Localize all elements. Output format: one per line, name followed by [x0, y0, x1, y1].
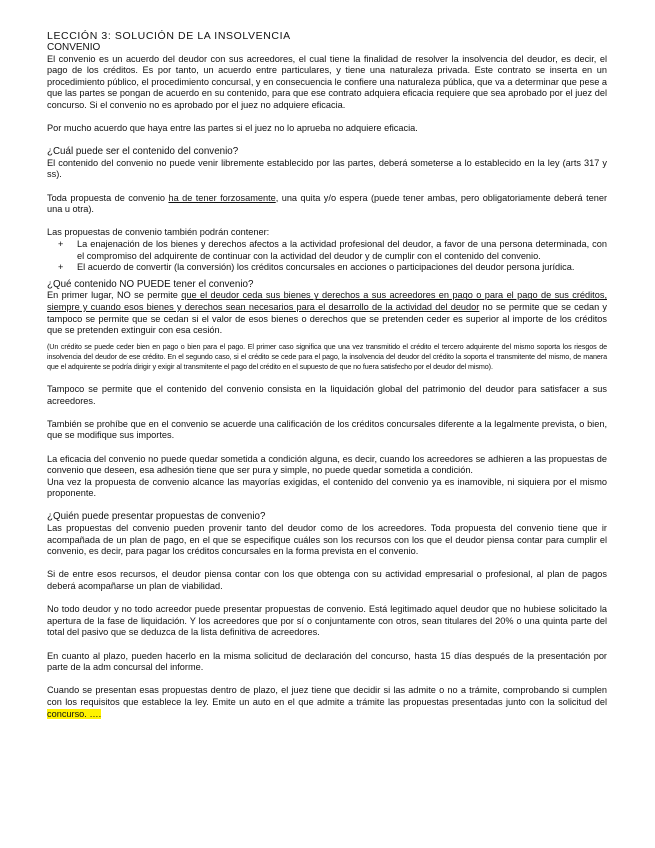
note-credit-cession: (Un crédito se puede ceder bien en pago o bien para el pago. El primer caso significa que una vez transmitido el crédito el tercero adquirente del mismo soporta los riesgos de insolvencia del deudor de ese crédito. En el segundo caso, si el crédito se cede para el pago, la insolvencia del deudor del crédito la soporta el transmitente del mismo, de manera que el adquirente se podría dirigir y exigir al transmitente el pago del crédito en el supuesto de que no fuera satisfecho por el deudor del mismo).: [47, 341, 607, 372]
paragraph-no-condition: La eficacia del convenio no puede quedar sometida a condición alguna, es decir, cuando los acreedores se adhieren a las propuestas de convenio que deseen, esa adhesión tiene que ser pura y simple, no puede quedar sometida a condición.: [47, 453, 607, 476]
highlighted-text: concurso. ….: [47, 708, 102, 719]
paragraph-payment-plan: Las propuestas del convenio pueden provenir tanto del deudor como de los acreedores. Toda propuesta del convenio tiene que ir acompañada de un plan de pago, en el que se especifique cuáles son los recursos con los que el deudor piensa contar para cumplir el convenio, es decir, para pagar los créditos concursales en la forma prevista en el convenio.: [47, 523, 607, 557]
question-heading-who: ¿Quién puede presentar propuestas de convenio?: [47, 511, 266, 523]
list-item: + El acuerdo de convertir (la conversión) los créditos concursales en acciones o participaciones del deudor persona jurídica.: [58, 262, 575, 273]
bullet-plus-icon: +: [58, 239, 64, 249]
paragraph-viability-plan: Si de entre esos recursos, el deudor piensa contar con los que obtenga con su actividad empresarial o profesional, al plan de pagos deberá acompañarse un plan de viabilidad.: [47, 569, 607, 592]
paragraph-legal-content: El contenido del convenio no puede venir libremente establecido por las partes, deberá someterse a lo establecido en la ley (arts 317 y ss).: [47, 157, 607, 180]
paragraph-no-global-liquidation: Tampoco se permite que el contenido del convenio consista en la liquidación global del patrimonio del deudor para satisfacer a sus acreedores.: [47, 383, 607, 406]
section-heading: CONVENIO: [47, 42, 101, 53]
paragraph-convenio-definition: El convenio es un acuerdo del deudor con sus acreedores, el cual tiene la finalidad de resolver la insolvencia del deudor, es decir, el pago de los créditos. Es por tanto, un acuerdo entre particulares, y tiene una naturaleza privada. Este contrato se inserta en un procedimiento público, el procedimiento concursal, y en consecuencia le confiere una naturaleza pública, que va a determinar que pese a que las partes se pongan de acuerdo en su contenido, para que ese contrato adquiera eficacia requiere que sea aprobado por el juez del concurso. Si el convenio no es aprobado por el juez no adquiere eficacia.: [47, 53, 607, 110]
paragraph-legitimation: No todo deudor y no todo acreedor puede presentar propuestas de convenio. Está legitimado aquel deudor que no hubiese solicitado la apertura de la fase de liquidación. Y los acreedores que por sí o conjuntamente con otros, sean titulares del 20% o una quinta parte del total del pasivo que se deduzca de la lista definitiva de acreedores.: [47, 604, 607, 638]
paragraph-admission: Cuando se presentan esas propuestas dentro de plazo, el juez tiene que decidir si las admite o no a trámite, comprobando si cumplen con los requisitos que establece la ley. Emite un auto en el que admite a trámite las propuestas presentadas junto con la solicitud del concurso. ….: [47, 685, 607, 719]
document-page: [47, 30, 607, 720]
underlined-phrase: ha de tener forzosamente: [168, 192, 276, 203]
list-item: + La enajenación de los bienes y derechos afectos a la actividad profesional del deudor, a favor de una persona determinada, con el compromiso del adquirente de continuar con la actividad del deudor y de cumplir con el contenido del convenio.: [58, 239, 607, 261]
lesson-title: LECCIÓN 3: SOLUCIÓN DE LA INSOLVENCIA: [47, 30, 291, 42]
paragraph-inamovible: Una vez la propuesta de convenio alcance las mayorías exigidas, el contenido del convenio ya es inamovible, ni siquiera por el mismo proponente.: [47, 476, 607, 499]
paragraph-no-reclassification: También se prohíbe que en el convenio se acuerde una calificación de los créditos concursales diferente a la legalmente prevista, o bien, que se modifique sus importes.: [47, 418, 607, 441]
paragraph-may-contain: Las propuestas de convenio también podrán contener:: [47, 227, 270, 238]
underlined-phrase: que el deudor ceda sus bienes y derechos a sus acreedores en pago o para el pago de sus créditos, siempre y cuando esos bienes y derechos sean necesarios para el desarrollo de la actividad del deudor: [47, 290, 607, 312]
paragraph-no-cession: En primer lugar, NO se permite que el deudor ceda sus bienes y derechos a sus acreedores en pago o para el pago de sus créditos, siempre y cuando esos bienes y derechos sean necesarios para el desarrollo de la actividad del deudor no se permite que se cedan y tampoco se permite que se cedan si el valor de esos bienes o derechos que se pretenden ceder es superior al importe de los créditos que se pretenden extinguir con esa cesión.: [47, 290, 607, 336]
content-list: [47, 239, 607, 274]
question-heading-content: ¿Cuál puede ser el contenido del convenio?: [47, 146, 239, 158]
question-heading-prohibited: ¿Qué contenido NO PUEDE tener el convenio?: [47, 278, 254, 290]
bullet-plus-icon: +: [58, 262, 64, 273]
paragraph-deadline: En cuanto al plazo, pueden hacerlo en la misma solicitud de declaración del concurso, hasta 15 días después de la presentación por parte de la adm concursal del informe.: [47, 650, 607, 673]
paragraph-quita-espera: Toda propuesta de convenio ha de tener forzosamente, una quita y/o espera (puede tener ambas, pero obligatoriamente deberá tener una u otra).: [47, 192, 608, 215]
paragraph-judge-approval: Por mucho acuerdo que haya entre las partes si el juez no lo aprueba no adquiere eficacia.: [47, 123, 418, 134]
